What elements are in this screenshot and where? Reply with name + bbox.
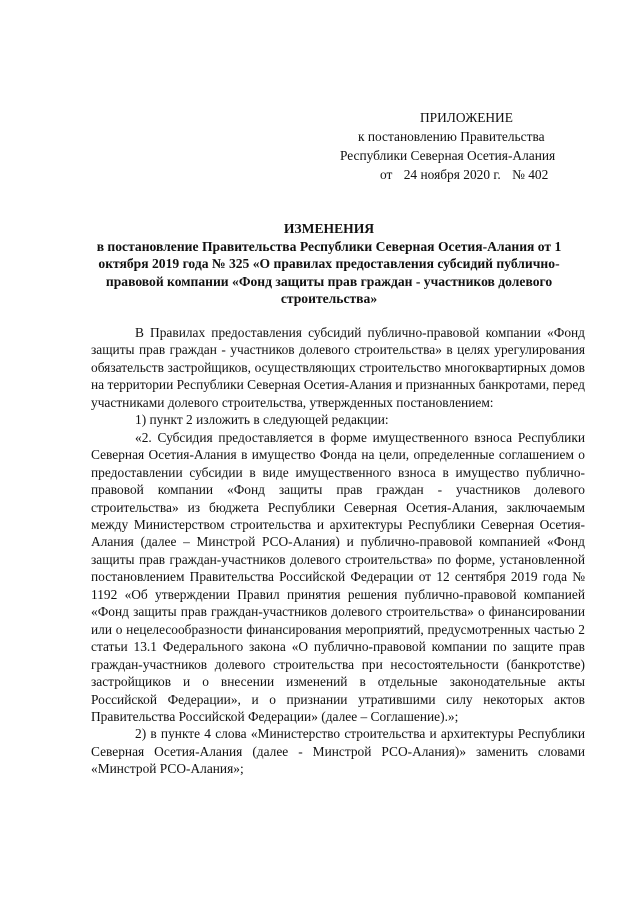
appendix-line-republic: Республики Северная Осетия-Алания [340,148,556,163]
appendix-line-resolution: к постановлению Правительства [358,129,545,144]
document-title [86,220,572,308]
paragraph-intro: В Правилах предоставления субсидий публично-правовой компании «Фонд защиты прав граждан - участников долевого строительства» в целях урегулирования обязательств застройщиков, осуществляющих строительство многоквартирных домов на территории Республики Северная Осетия-Алания и признанных банкротами, перед участниками долевого строительства, утвержденных постановлением: [91,325,585,410]
appendix-header [340,108,610,184]
appendix-line-date [340,165,610,184]
paragraph-item-1: 1) пункт 2 изложить в следующей редакции: [135,412,389,428]
paragraph-item-1-text: «2. Субсидия предоставляется в форме имущественного взноса Республики Северная Осетия-Алания в имущество Фонда на цели, определенные соглашением о предоставлении субсидии в виде имущественного взноса в имущество публично-правовой компании «Фонд защиты прав граждан - участников долевого строительства» из бюджета Республики Северная Осетия-Алания, заключаемым между Министерством строительства и архитектуры Республики Северная Осетия-Алания (далее – Минстрой РСО-Алания) и публично-правовой компанией «Фонд защиты прав граждан-участников долевого строительства» по форме, установленной постановлением Правительства Российской Федерации от 12 сентября 2019 года № 1192 «Об утверждении Правил принятия решения публично-правовой компанией «Фонд защиты прав граждан-участников долевого строительства» о финансировании или о нецелесообразности финансирования мероприятий, предусмотренных частью 2 статьи 13.1 Федерального закона «О публично-правовой компании по защите прав граждан-участников долевого строительства при несостоятельности (банкротстве) застройщиков и о внесении изменений в отдельные законодательные акты Российской Федерации», и о признании утратившими силу некоторых актов Правительства Российской Федерации» (далее – Соглашение).»; [91,429,585,724]
paragraph-item-2: 2) в пункте 4 слова «Министерство строительства и архитектуры Республики Северная Осетия-Алания (далее - Минстрой РСО-Алания)» заменить словами «Минстрой РСО-Алания»; [91,726,585,777]
appendix-number: № 402 [512,167,549,182]
title-subtitle: в постановление Правительства Республики Северная Осетия-Алания от 1 октября 2019 года № 325 «О правилах предоставления субсидий публично-правовой компании «Фонд защиты прав граждан - участников долевого строительства» [96,238,562,306]
appendix-heading: ПРИЛОЖЕНИЕ [420,110,513,125]
appendix-date: 24 ноября 2020 г. [403,167,501,182]
title-main: ИЗМЕНЕНИЯ [283,221,375,236]
document-body [91,324,585,778]
appendix-date-prefix: от [380,167,393,182]
